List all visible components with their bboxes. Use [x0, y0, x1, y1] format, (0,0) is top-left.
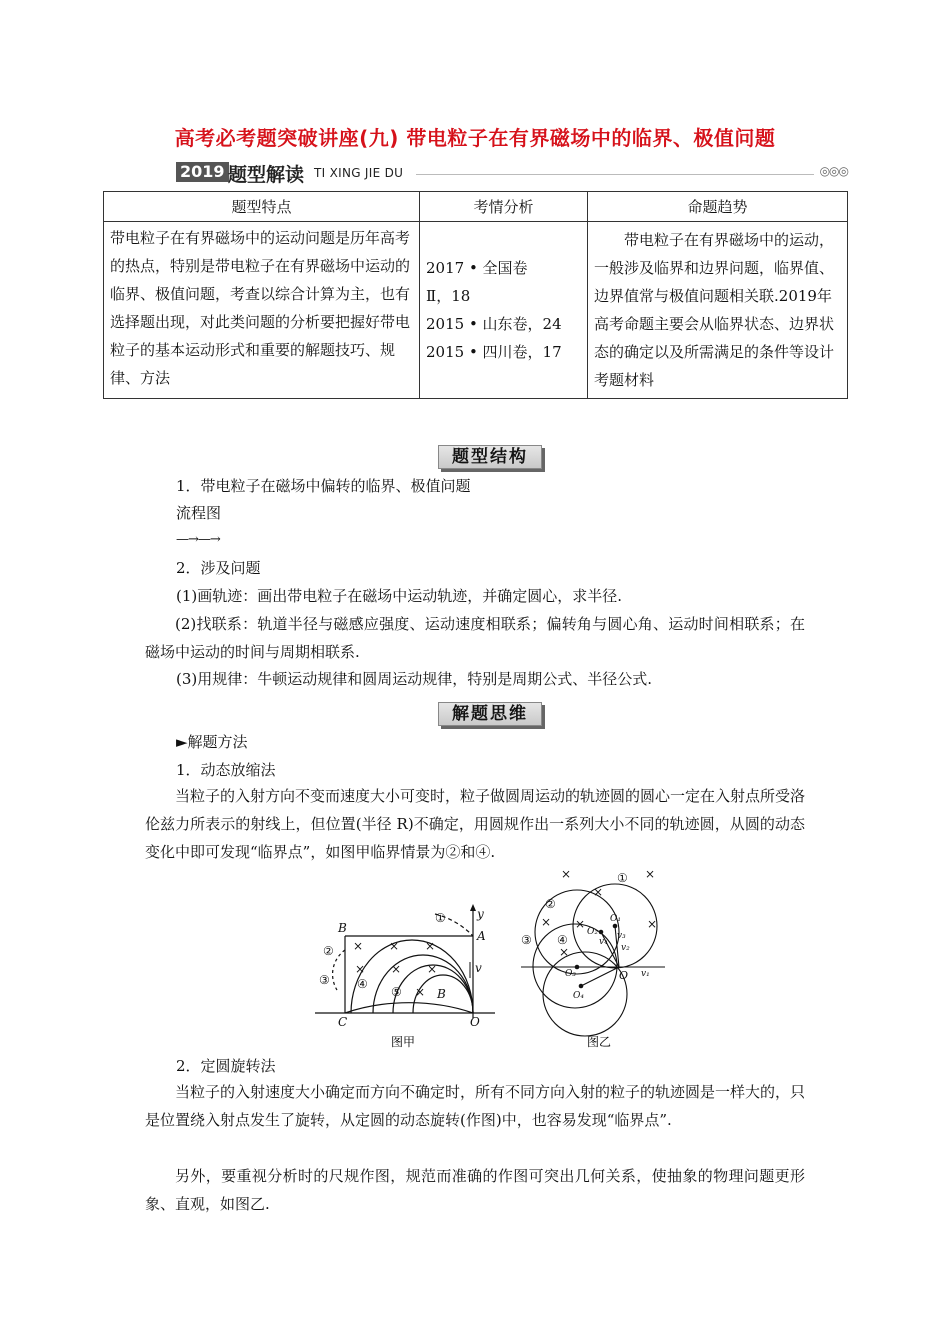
method-3-text: 另外，要重视分析时的尺规作图，规范而准确的作图可突出几何关系，使抽象的物理问题更形象、直观，如图乙. [145, 1167, 805, 1213]
table-header: 命题趋势 [588, 192, 848, 222]
banner-rule [416, 174, 814, 175]
label-v: v [475, 961, 482, 975]
table-cell-exams [420, 222, 588, 399]
section-banner [176, 160, 848, 184]
label-n4: ④ [557, 933, 568, 947]
figure-yi [515, 866, 685, 1050]
overview-table [103, 191, 848, 399]
label-n3: ③ [521, 933, 532, 947]
label-n1: ① [435, 911, 446, 925]
label-B-field: B [437, 987, 446, 1001]
label-n3: ③ [319, 973, 330, 987]
method-1-text: 当粒子的入射方向不变而速度大小可变时，粒子做圆周运动的轨迹圆的圆心一定在入射点所受洛伦兹力所表示的射线上，但位置(半径 R)不确定，用圆规作出一系列大小不同的轨迹圆，从圆的动态变化中即可发现“临界点”，如图甲临界情景为②和④. [145, 787, 806, 861]
label-O3: O₃ [565, 969, 576, 979]
table-cell-features: 带电粒子在有界磁场中的运动问题是历年高考的热点，特别是带电粒子在有界磁场中运动的临界、极值问题，考查以综合计算为主，也有选择题出现，对此类问题的分析要把握好带电粒子的基本运动形式和重要的解题技巧、规律、方法 [104, 222, 420, 399]
label-v4: v₄ [599, 937, 608, 947]
center-dot [579, 984, 584, 989]
trajectory-circle [543, 952, 627, 1036]
cross-mark: × [427, 962, 438, 976]
sub-item-1: (1)画轨迹：画出带电粒子在磁场中运动轨迹，并确定圆心，求半径. [176, 587, 623, 605]
label-y: y [477, 907, 484, 921]
exam-line: 2017 • 全国卷 [426, 259, 528, 277]
document-title: 高考必考题突破讲座(九) 带电粒子在有界磁场中的临界、极值问题 [174, 126, 776, 150]
label-C: C [338, 1015, 348, 1029]
method-label: ►解题方法 [176, 733, 248, 751]
table-header-row [104, 192, 848, 222]
label-O1: O₁ [610, 914, 621, 924]
cross-mark: × [561, 867, 572, 881]
label-O: O [619, 969, 629, 982]
figure-caption: 图乙 [587, 1035, 612, 1049]
label-B-top: B [338, 921, 347, 935]
section-heading-label: 题型结构 [438, 445, 542, 469]
banner-year: 2019 [176, 162, 229, 182]
sub-item-2: (2)找联系：轨道半径与磁感应强度、运动速度相联系；偏转角与圆心角、运动时间相联系；在磁场中运动的时间与周期相联系. [145, 615, 805, 661]
cross-mark: × [391, 962, 402, 976]
banner-label: 题型解读 [228, 164, 305, 186]
label-O4: O₄ [573, 991, 584, 1001]
center-dot [613, 924, 618, 929]
cross-mark: × [389, 939, 400, 953]
method-2-text: 当粒子的入射速度大小确定而方向不确定时，所有不同方向入射的粒子的轨迹圆是一样大的，只是位置绕入射点发生了旋转，从定圆的动态旋转(作图)中，也容易发现“临界点”. [145, 1083, 806, 1129]
label-n5: ⑤ [391, 985, 402, 999]
cross-mark: × [353, 939, 364, 953]
label-v3: v₃ [617, 931, 626, 941]
cross-mark: × [415, 985, 426, 999]
exam-line: 2015 • 山东卷，24 [426, 315, 562, 333]
cross-mark: × [593, 885, 604, 899]
label-v1: v₁ [641, 969, 650, 979]
label-n4: ④ [357, 977, 368, 991]
cross-mark: × [541, 915, 552, 929]
exam-line: 2015 • 四川卷，17 [426, 343, 562, 361]
label-n1: ① [617, 871, 628, 885]
flow-arrows: —→—→ [176, 532, 220, 547]
table-header: 考情分析 [420, 192, 588, 222]
label-v2: v₂ [621, 943, 630, 953]
table-cell-trends: 带电粒子在有界磁场中的运动，一般涉及临界和边界问题，临界值、边界值常与极值问题相关联.2019年高考命题主要会从临界状态、边界状态的确定以及所需满足的条件等设计考题材料 [588, 222, 848, 399]
cross-mark: × [645, 867, 656, 881]
exam-line: Ⅱ，18 [426, 287, 471, 305]
table-header: 题型特点 [104, 192, 420, 222]
table-row [104, 222, 848, 399]
cross-mark: × [575, 917, 586, 931]
method-2-title: 2．定圆旋转法 [176, 1057, 276, 1075]
y-arrow [470, 904, 476, 911]
cross-mark: × [647, 917, 658, 931]
method-1-title: 1．动态放缩法 [176, 761, 276, 779]
sub-item-3: (3)用规律：牛顿运动规律和圆周运动规律，特别是周期公式、半径公式. [176, 670, 653, 688]
cross-mark: × [355, 962, 366, 976]
label-A: A [477, 929, 486, 943]
center-dot [599, 930, 604, 935]
banner-pinyin: TI XING JIE DU [314, 166, 404, 180]
cross-mark: × [425, 939, 436, 953]
figure-caption: 图甲 [391, 1035, 416, 1049]
trajectory-dashed [333, 950, 345, 990]
trajectory-arc [351, 940, 473, 1013]
figure-jia [315, 900, 495, 1050]
item-1: 1．带电粒子在磁场中偏转的临界、极值问题 [176, 477, 471, 495]
cross-mark: × [559, 945, 570, 959]
trajectory-arc [345, 1003, 473, 1013]
section-heading-label: 解题思维 [438, 702, 542, 726]
label-O: O [470, 1015, 480, 1029]
label-O2: O₂ [587, 927, 598, 937]
label-n2: ② [323, 944, 334, 958]
label-n2: ② [545, 897, 556, 911]
item-2: 2．涉及问题 [176, 559, 261, 577]
banner-dots: ◎◎◎ [819, 164, 848, 178]
flow-label: 流程图 [176, 504, 222, 522]
